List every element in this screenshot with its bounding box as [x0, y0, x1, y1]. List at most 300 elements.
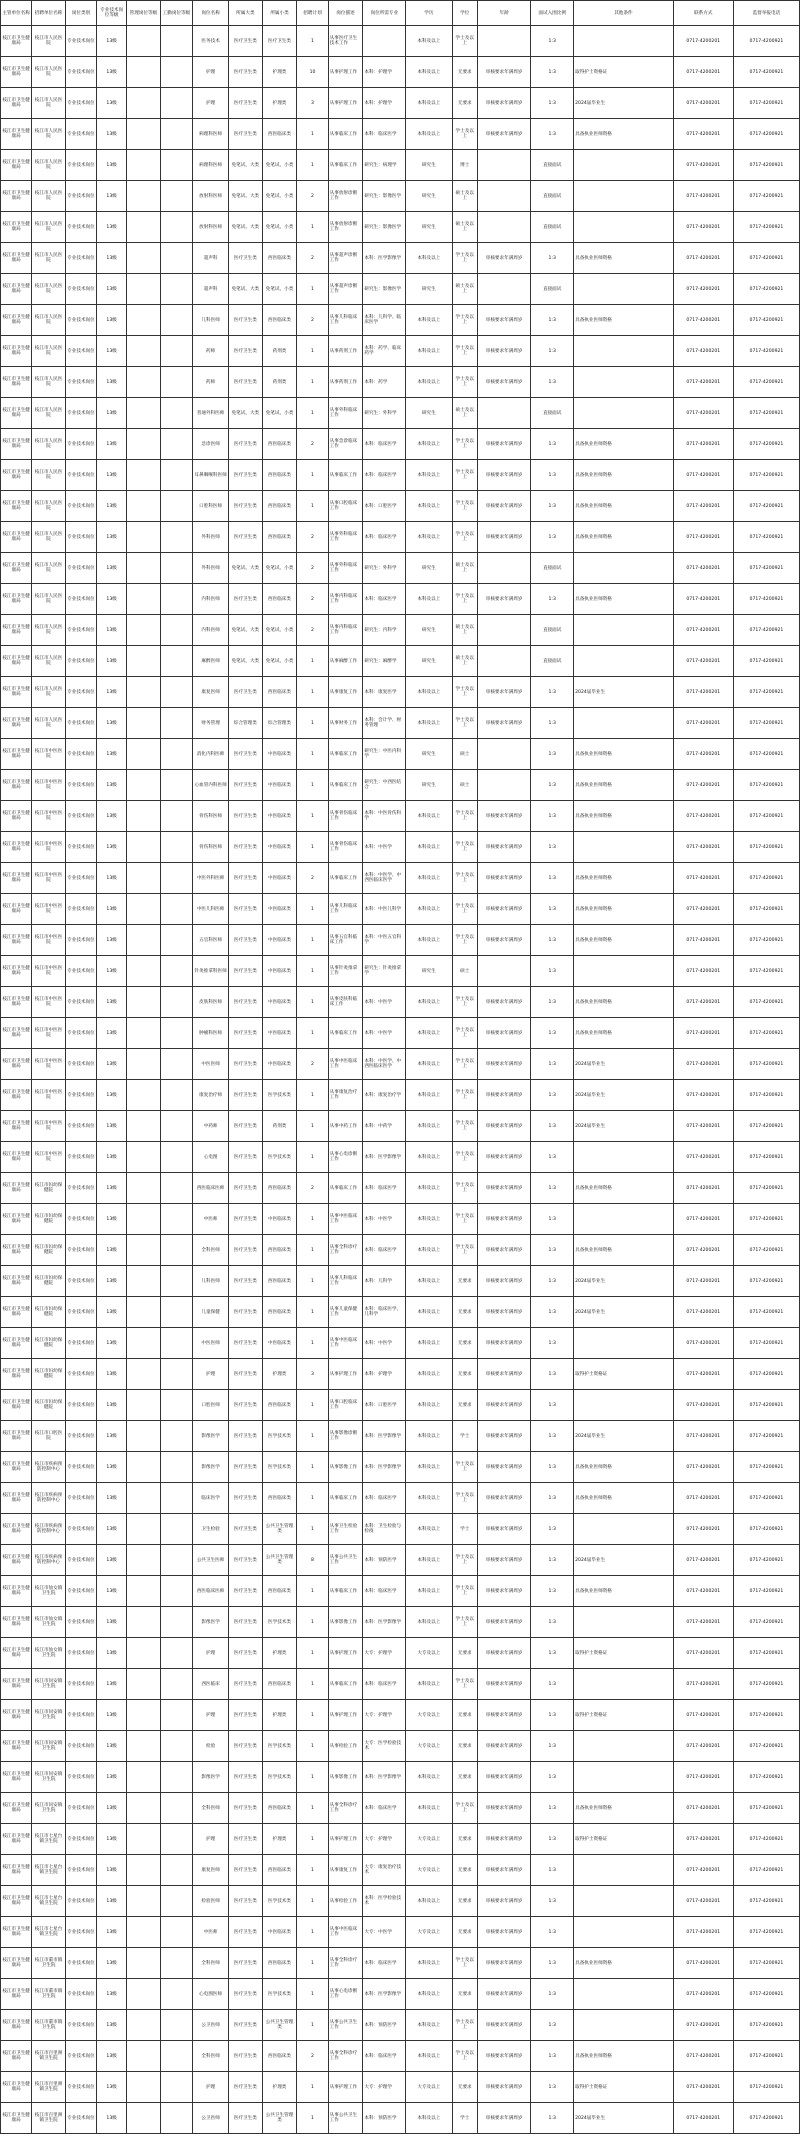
table-cell: 0717-4200201 — [673, 367, 733, 398]
table-cell: 专业技术岗位 — [65, 1824, 96, 1855]
table-cell: 儿科医师 — [193, 1266, 229, 1297]
table-cell: 研究生：影像医学 — [363, 274, 406, 305]
table-cell: 本科：康复医学 — [363, 677, 406, 708]
table-cell: 专业技术岗位 — [65, 1762, 96, 1793]
table-cell: 0717-4200921 — [733, 57, 799, 88]
table-cell: 0717-4200921 — [733, 2103, 799, 2134]
table-cell: 本科及以上 — [406, 677, 452, 708]
table-cell: 学士及以上 — [452, 305, 477, 336]
table-cell: 护理 — [193, 1824, 229, 1855]
table-cell: 专业技术岗位 — [65, 1669, 96, 1700]
table-cell: 大专：护理学 — [363, 1824, 406, 1855]
table-cell: 审核要求年满周岁 — [477, 522, 530, 553]
table-cell: 医疗卫生类 — [229, 2072, 263, 2103]
table-cell: 专业技术岗位 — [65, 1545, 96, 1576]
table-cell: 2024届毕业生 — [574, 1111, 674, 1142]
table-cell: 审核要求年满周岁 — [477, 1700, 530, 1731]
table-cell: 学士及以上 — [452, 1049, 477, 1080]
table-cell: 枝江市卫生健康局 — [1, 1421, 32, 1452]
table-row — [1, 1328, 800, 1359]
table-cell: 西医临床类 — [262, 1855, 297, 1886]
table-cell: 本科及以上 — [406, 1793, 452, 1824]
table-cell: 专业技术岗位 — [65, 367, 96, 398]
table-cell: 1 — [297, 1855, 328, 1886]
table-cell: 0717-4200921 — [733, 491, 799, 522]
table-cell: 0717-4200201 — [673, 1297, 733, 1328]
table-cell — [160, 305, 192, 336]
table-cell: 枝江市中医医院 — [32, 739, 66, 770]
table-cell: 从事中医临床工作 — [328, 1328, 363, 1359]
table-cell: 0717-4200201 — [673, 801, 733, 832]
table-cell: 0717-4200921 — [733, 274, 799, 305]
table-cell: 枝江市卫生健康局 — [1, 1173, 32, 1204]
table-cell: 本科及以上 — [406, 460, 452, 491]
table-cell: 本科：儿科学 — [363, 1266, 406, 1297]
table-cell: 审核要求年满周岁 — [477, 1514, 530, 1545]
table-cell: 13级 — [97, 1979, 127, 2010]
table-cell: 西医临床类 — [262, 119, 297, 150]
table-cell: 西医临床类 — [262, 305, 297, 336]
table-cell: 2 — [297, 615, 328, 646]
table-cell: 10 — [297, 57, 328, 88]
table-cell: 放射科医师 — [193, 181, 229, 212]
table-cell: 无要求 — [452, 88, 477, 119]
table-cell: 从事内科临床工作 — [328, 584, 363, 615]
table-cell: 从事临床工作 — [328, 1173, 363, 1204]
table-cell: 无要求 — [452, 1855, 477, 1886]
table-cell: 专业技术岗位 — [65, 1049, 96, 1080]
table-cell: 2 — [297, 863, 328, 894]
table-cell — [127, 801, 161, 832]
table-cell: 大专：护理学 — [363, 2072, 406, 2103]
table-cell: 2024届毕业生 — [574, 1545, 674, 1576]
table-cell — [160, 863, 192, 894]
table-cell: 本科：临床医学 — [363, 2041, 406, 2072]
table-cell: 本科：临床医学 — [363, 522, 406, 553]
table-cell: 1 — [297, 1235, 328, 1266]
table-cell: 学士及以上 — [452, 1080, 477, 1111]
table-cell: 0717-4200921 — [733, 1359, 799, 1390]
table-cell: 审核要求年满周岁 — [477, 1390, 530, 1421]
table-cell: 0717-4200921 — [733, 1142, 799, 1173]
table-cell — [160, 1297, 192, 1328]
table-row — [1, 1018, 800, 1049]
table-cell: 2024届毕业生 — [574, 677, 674, 708]
table-cell — [574, 212, 674, 243]
table-cell — [127, 336, 161, 367]
table-row — [1, 2072, 800, 2103]
table-cell: 审核要求年满周岁 — [477, 1421, 530, 1452]
table-cell: 0717-4200921 — [733, 305, 799, 336]
table-cell — [574, 1204, 674, 1235]
table-cell: 专业技术岗位 — [65, 2010, 96, 2041]
table-cell: 专业技术岗位 — [65, 739, 96, 770]
table-cell — [127, 57, 161, 88]
table-cell — [160, 1576, 192, 1607]
table-cell: 从事心电诊断工作 — [328, 1142, 363, 1173]
table-cell: 13级 — [97, 305, 127, 336]
table-row — [1, 553, 800, 584]
table-cell: 0717-4200201 — [673, 1762, 733, 1793]
table-cell: 本科及以上 — [406, 1948, 452, 1979]
table-cell — [160, 367, 192, 398]
table-cell: 专业技术岗位 — [65, 398, 96, 429]
table-cell — [127, 1390, 161, 1421]
table-cell — [127, 1731, 161, 1762]
table-cell: 取得护士资格证 — [574, 1638, 674, 1669]
table-cell: 0717-4200921 — [733, 1452, 799, 1483]
table-cell: 本科及以上 — [406, 832, 452, 863]
table-cell: 从事全科诊疗工作 — [328, 1948, 363, 1979]
table-cell: 公共卫生医师 — [193, 1545, 229, 1576]
table-cell — [574, 1390, 674, 1421]
table-cell: 医疗卫生类 — [229, 1824, 263, 1855]
table-cell: 0717-4200921 — [733, 1700, 799, 1731]
table-cell — [160, 1049, 192, 1080]
table-cell: 13级 — [97, 367, 127, 398]
table-cell: 研究生：影像医学 — [363, 212, 406, 243]
table-cell: 本科及以上 — [406, 925, 452, 956]
table-cell: 医疗卫生类 — [229, 1979, 263, 2010]
table-cell: 免笔试、大类 — [229, 553, 263, 584]
table-row — [1, 429, 800, 460]
table-cell: 枝江市人民医院 — [32, 553, 66, 584]
table-cell: 1 — [297, 1080, 328, 1111]
table-cell: 从事中医临床工作 — [328, 1204, 363, 1235]
table-cell: 大专及以上 — [406, 1855, 452, 1886]
table-cell: 3 — [297, 1359, 328, 1390]
table-cell — [127, 2103, 161, 2134]
table-cell: 13级 — [97, 987, 127, 1018]
table-cell: 本科及以上 — [406, 367, 452, 398]
table-cell: 硕士 — [452, 739, 477, 770]
table-cell — [160, 1173, 192, 1204]
table-cell: 学士及以上 — [452, 708, 477, 739]
table-cell: 直接面试 — [531, 212, 574, 243]
table-cell: 本科及以上 — [406, 1576, 452, 1607]
table-cell: 西医临床类 — [262, 1235, 297, 1266]
table-cell — [160, 801, 192, 832]
table-cell: 13级 — [97, 2010, 127, 2041]
table-cell: 研究生 — [406, 646, 452, 677]
table-cell: 0717-4200921 — [733, 1421, 799, 1452]
table-cell: 0717-4200921 — [733, 150, 799, 181]
table-cell: 从事公共卫生工作 — [328, 2103, 363, 2134]
table-cell: 本科：临床医学 — [363, 119, 406, 150]
table-cell — [160, 1266, 192, 1297]
table-cell — [127, 1018, 161, 1049]
table-row — [1, 181, 800, 212]
table-cell — [574, 1328, 674, 1359]
table-cell — [127, 1545, 161, 1576]
table-cell: 医疗卫生类 — [229, 491, 263, 522]
table-cell: 2024届毕业生 — [574, 88, 674, 119]
table-row — [1, 1111, 800, 1142]
table-cell: 1:3 — [531, 26, 574, 57]
table-cell: 口腔医师 — [193, 1390, 229, 1421]
table-cell: 医务技术 — [193, 26, 229, 57]
table-cell: 枝江市董市镇卫生院 — [32, 1979, 66, 2010]
table-cell: 枝江市卫生健康局 — [1, 274, 32, 305]
table-cell: 从事护理工作 — [328, 2072, 363, 2103]
table-cell — [574, 1917, 674, 1948]
table-cell: 1:3 — [531, 1049, 574, 1080]
table-cell: 影像医学 — [193, 1607, 229, 1638]
table-cell: 枝江市问安镇卫生院 — [32, 1793, 66, 1824]
table-row — [1, 1545, 800, 1576]
table-cell: 本科：中医学 — [363, 832, 406, 863]
table-cell: 1 — [297, 491, 328, 522]
table-cell: 1:3 — [531, 522, 574, 553]
table-cell: 从事护理工作 — [328, 1359, 363, 1390]
table-cell: 枝江市问安镇卫生院 — [32, 1731, 66, 1762]
table-cell — [160, 925, 192, 956]
table-body — [1, 26, 800, 2134]
table-cell: 西医临床类 — [262, 460, 297, 491]
table-cell: 1:3 — [531, 1452, 574, 1483]
column-header: 学历 — [406, 1, 452, 26]
table-cell: 枝江市卫生健康局 — [1, 1669, 32, 1700]
table-cell: 1:3 — [531, 243, 574, 274]
table-cell: 从事财务工作 — [328, 708, 363, 739]
table-cell: 0717-4200201 — [673, 1731, 733, 1762]
table-cell: 1:3 — [531, 460, 574, 491]
table-cell: 枝江市卫生健康局 — [1, 367, 32, 398]
table-cell: 公共卫生管理类 — [262, 2010, 297, 2041]
table-cell: 0717-4200201 — [673, 1948, 733, 1979]
table-row — [1, 708, 800, 739]
table-cell: 从事临床工作 — [328, 150, 363, 181]
table-cell — [160, 1111, 192, 1142]
table-cell: 医疗卫生类 — [229, 1173, 263, 1204]
table-cell: 医疗卫生类 — [229, 1793, 263, 1824]
table-cell — [160, 274, 192, 305]
table-cell — [160, 1917, 192, 1948]
table-row — [1, 491, 800, 522]
table-cell: 专业技术岗位 — [65, 1793, 96, 1824]
table-cell: 枝江市卫生健康局 — [1, 1359, 32, 1390]
table-cell: 本科及以上 — [406, 1483, 452, 1514]
table-cell: 本科及以上 — [406, 584, 452, 615]
table-cell: 专业技术岗位 — [65, 57, 96, 88]
table-cell: 从事心电诊断工作 — [328, 1979, 363, 2010]
table-cell: 0717-4200201 — [673, 615, 733, 646]
table-cell: 13级 — [97, 243, 127, 274]
table-cell — [127, 243, 161, 274]
table-cell: 医疗卫生类 — [229, 2041, 263, 2072]
table-cell: 免笔试、小类 — [262, 212, 297, 243]
table-cell: 枝江市中医医院 — [32, 770, 66, 801]
table-cell: 13级 — [97, 832, 127, 863]
table-cell: 审核要求年满周岁 — [477, 57, 530, 88]
table-cell: 从事药剂工作 — [328, 336, 363, 367]
table-cell: 本科：医学影像学 — [363, 1421, 406, 1452]
table-cell: 0717-4200921 — [733, 243, 799, 274]
table-cell: 0717-4200921 — [733, 2010, 799, 2041]
table-cell: 枝江市卫生健康局 — [1, 522, 32, 553]
table-cell: 1 — [297, 770, 328, 801]
table-cell: 本科及以上 — [406, 243, 452, 274]
table-cell: 1:3 — [531, 832, 574, 863]
table-cell — [127, 1328, 161, 1359]
table-cell: 1 — [297, 212, 328, 243]
table-cell: 0717-4200921 — [733, 398, 799, 429]
table-cell — [477, 274, 530, 305]
table-cell: 枝江市卫生健康局 — [1, 212, 32, 243]
table-cell: 专业技术岗位 — [65, 801, 96, 832]
table-cell: 0717-4200201 — [673, 1514, 733, 1545]
table-cell: 1 — [297, 801, 328, 832]
table-cell — [574, 1514, 674, 1545]
table-row — [1, 1979, 800, 2010]
table-cell: 中医临床类 — [262, 1204, 297, 1235]
table-cell: 学士及以上 — [452, 243, 477, 274]
table-cell: 研究生：病理学 — [363, 150, 406, 181]
table-cell: 枝江市疾病预防控制中心 — [32, 1545, 66, 1576]
table-cell: 0717-4200201 — [673, 987, 733, 1018]
table-cell: 具备执业医师资格 — [574, 1173, 674, 1204]
table-cell: 从事放射诊断工作 — [328, 212, 363, 243]
table-cell — [127, 305, 161, 336]
table-cell: 0717-4200921 — [733, 615, 799, 646]
table-cell: 从事针灸推拿工作 — [328, 956, 363, 987]
table-cell: 医疗卫生类 — [229, 1235, 263, 1266]
table-cell: 0717-4200201 — [673, 1080, 733, 1111]
table-cell: 1:3 — [531, 1886, 574, 1917]
table-cell: 本科及以上 — [406, 26, 452, 57]
table-cell: 0717-4200921 — [733, 1514, 799, 1545]
table-cell: 2024届毕业生 — [574, 1421, 674, 1452]
table-cell: 枝江市人民医院 — [32, 336, 66, 367]
table-cell: 医疗卫生类 — [229, 1266, 263, 1297]
table-cell: 医疗卫生类 — [229, 1297, 263, 1328]
table-cell: 审核要求年满周岁 — [477, 1607, 530, 1638]
table-cell: 审核要求年满周岁 — [477, 1545, 530, 1576]
table-cell: 审核要求年满周岁 — [477, 677, 530, 708]
table-row — [1, 367, 800, 398]
table-cell: 医疗卫生类 — [229, 1328, 263, 1359]
table-cell: 1:3 — [531, 367, 574, 398]
table-cell: 学士 — [452, 1514, 477, 1545]
table-cell: 0717-4200921 — [733, 708, 799, 739]
table-cell — [127, 1421, 161, 1452]
table-cell: 心电图医师 — [193, 1979, 229, 2010]
table-cell: 1 — [297, 274, 328, 305]
table-cell — [160, 553, 192, 584]
table-cell: 硕士及以上 — [452, 274, 477, 305]
table-cell: 研究生 — [406, 739, 452, 770]
table-cell: 医疗卫生类 — [229, 460, 263, 491]
table-cell: 西医临床类 — [262, 491, 297, 522]
table-cell: 枝江市人民医院 — [32, 119, 66, 150]
table-row — [1, 1762, 800, 1793]
table-cell: 西医临床类 — [262, 522, 297, 553]
table-cell — [160, 956, 192, 987]
table-cell: 专业技术岗位 — [65, 460, 96, 491]
table-cell: 枝江市卫生健康局 — [1, 863, 32, 894]
table-cell: 枝江市人民医院 — [32, 26, 66, 57]
table-cell: 护理类 — [262, 1359, 297, 1390]
table-cell: 枝江市卫生健康局 — [1, 1886, 32, 1917]
table-cell: 本科及以上 — [406, 1390, 452, 1421]
table-row — [1, 2041, 800, 2072]
table-cell: 医疗卫生类 — [229, 1638, 263, 1669]
table-cell: 医疗卫生类 — [229, 522, 263, 553]
table-cell — [160, 1359, 192, 1390]
table-cell: 从事临床工作 — [328, 119, 363, 150]
table-cell: 0717-4200201 — [673, 1142, 733, 1173]
table-cell: 从事五官科临床工作 — [328, 925, 363, 956]
table-cell: 直接面试 — [531, 274, 574, 305]
table-cell: 13级 — [97, 801, 127, 832]
table-row — [1, 1173, 800, 1204]
table-cell: 枝江市中医医院 — [32, 801, 66, 832]
table-cell: 全科医师 — [193, 1948, 229, 1979]
table-cell: 直接面试 — [531, 646, 574, 677]
table-cell: 专业技术岗位 — [65, 1080, 96, 1111]
table-cell: 从事康复工作 — [328, 677, 363, 708]
table-row — [1, 1731, 800, 1762]
table-cell: 护理类 — [262, 1638, 297, 1669]
table-cell: 枝江市卫生健康局 — [1, 491, 32, 522]
table-cell: 大专：中医学 — [363, 1917, 406, 1948]
table-cell: 西医临床类 — [262, 1483, 297, 1514]
table-cell: 从事口腔临床工作 — [328, 491, 363, 522]
column-header: 监督举报电话 — [733, 1, 799, 26]
table-cell: 0717-4200201 — [673, 1111, 733, 1142]
table-cell: 审核要求年满周岁 — [477, 1173, 530, 1204]
table-cell: 13级 — [97, 429, 127, 460]
table-cell: 学士及以上 — [452, 1235, 477, 1266]
table-cell: 审核要求年满周岁 — [477, 1359, 530, 1390]
table-cell: 枝江市卫生健康局 — [1, 956, 32, 987]
table-cell: 专业技术岗位 — [65, 1979, 96, 2010]
table-cell: 本科及以上 — [406, 987, 452, 1018]
table-cell: 1 — [297, 646, 328, 677]
table-cell: 1:3 — [531, 894, 574, 925]
table-cell: 13级 — [97, 1514, 127, 1545]
table-cell: 1 — [297, 1762, 328, 1793]
table-cell: 专业技术岗位 — [65, 677, 96, 708]
table-cell: 0717-4200921 — [733, 863, 799, 894]
column-header: 岗位类别 — [65, 1, 96, 26]
table-cell: 0717-4200201 — [673, 677, 733, 708]
table-cell — [160, 1731, 192, 1762]
table-cell: 0717-4200921 — [733, 88, 799, 119]
table-cell: 西医临床医师 — [193, 1576, 229, 1607]
table-cell — [477, 770, 530, 801]
table-cell: 审核要求年满周岁 — [477, 460, 530, 491]
table-cell: 无要求 — [452, 1762, 477, 1793]
table-cell: 研究生 — [406, 150, 452, 181]
table-cell: 0717-4200921 — [733, 925, 799, 956]
table-cell: 0717-4200921 — [733, 212, 799, 243]
table-cell: 无要求 — [452, 1979, 477, 2010]
table-cell: 药剂类 — [262, 1111, 297, 1142]
table-cell: 学士及以上 — [452, 119, 477, 150]
table-cell: 13级 — [97, 398, 127, 429]
table-cell — [160, 212, 192, 243]
table-cell: 枝江市卫生健康局 — [1, 119, 32, 150]
table-cell: 本科：中医骨伤科学 — [363, 801, 406, 832]
table-cell: 枝江市问安镇卫生院 — [32, 1762, 66, 1793]
table-cell: 枝江市中医医院 — [32, 1018, 66, 1049]
table-cell: 审核要求年满周岁 — [477, 88, 530, 119]
table-cell: 专业技术岗位 — [65, 1948, 96, 1979]
table-cell: 中医临床类 — [262, 1328, 297, 1359]
table-cell: 13级 — [97, 1235, 127, 1266]
table-cell: 本科及以上 — [406, 429, 452, 460]
